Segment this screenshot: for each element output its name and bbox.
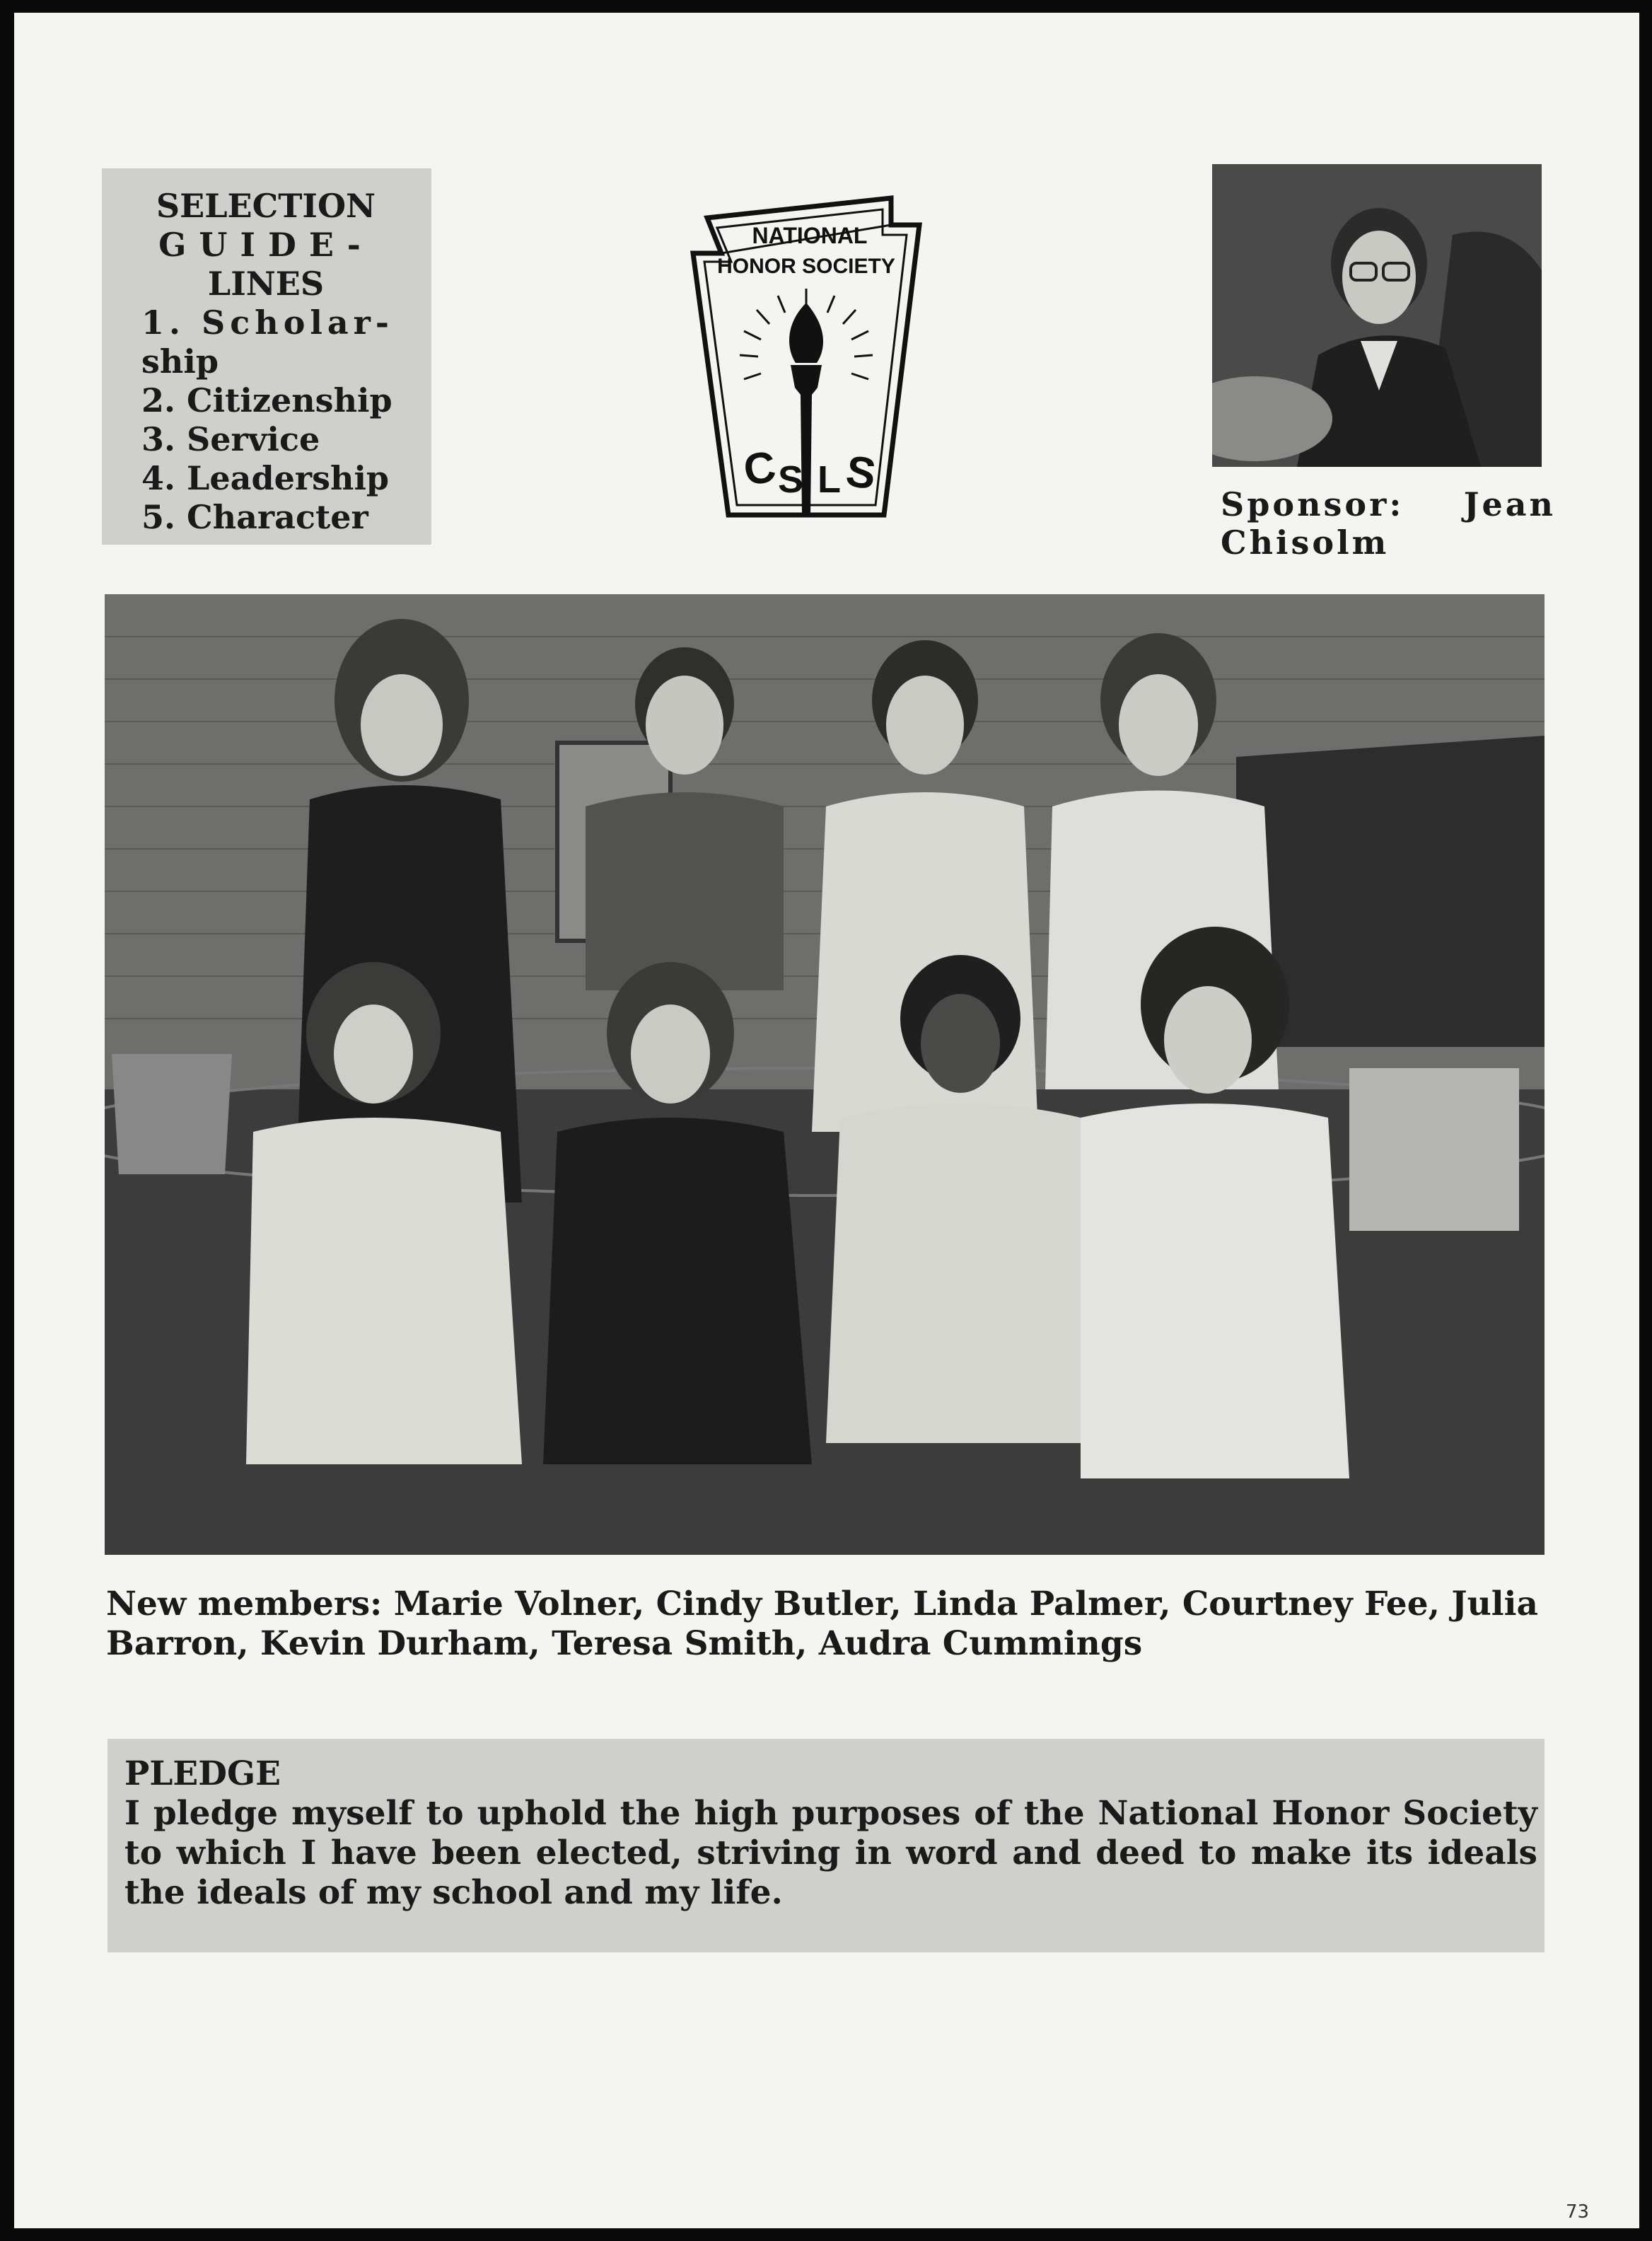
pledge-box [107, 1739, 1545, 1952]
pledge-heading: PLEDGE [124, 1754, 281, 1793]
new-members-group-photo [105, 594, 1545, 1555]
new-members-caption: New members: Marie Volner, Cindy Butler, Linda Palmer, Courtney Fee, Julia Barron, Kevin Durham, Teresa Smith, Audra Cummings [106, 1585, 1538, 1663]
logo-letter: C [740, 442, 779, 495]
torch-flame-icon [789, 303, 823, 363]
empty-chair [112, 1054, 232, 1174]
guideline-item: 5. Character [141, 498, 368, 536]
pledge-text: I pledge myself to uphold the high purposes of the National Honor Society to which I have been elected, striving in word and deed to make its ideals the ideals of my school and my life. [124, 1794, 1537, 1912]
guideline-item: 2. Citizenship [141, 381, 392, 419]
guidelines-title-line: GUIDE- [158, 226, 373, 264]
guideline-item: 1. Scholar- [141, 303, 394, 342]
sponsor-caption-line [1221, 485, 1556, 523]
sponsor-caption [1221, 485, 1556, 562]
logo-text-honor-society: HONOR SOCIETY [717, 255, 895, 278]
sponsor-last-name: Chisolm [1221, 523, 1390, 562]
guidelines-title-line: SELECTION [156, 187, 376, 225]
page-number: 73 [1566, 2201, 1590, 2223]
guidelines-title-line: LINES [207, 265, 325, 303]
guideline-item: 4. Leadership [141, 459, 390, 497]
logo-letter: L [818, 458, 841, 501]
logo-letter: S [843, 446, 879, 499]
national-honor-society-logo [679, 183, 933, 536]
selection-guidelines-box [102, 168, 431, 545]
logo-letter: S [778, 458, 804, 501]
sponsor-photo [1212, 164, 1542, 467]
empty-chair [1349, 1068, 1519, 1231]
guideline-item: ship [141, 342, 219, 381]
sponsor-first-name: Jean [1463, 485, 1556, 523]
sponsor-label: Sponsor: [1221, 485, 1404, 523]
guideline-item: 3. Service [141, 420, 320, 458]
sponsor-face [1342, 231, 1416, 324]
yearbook-page [14, 13, 1639, 2228]
logo-text-national: NATIONAL [752, 223, 868, 248]
